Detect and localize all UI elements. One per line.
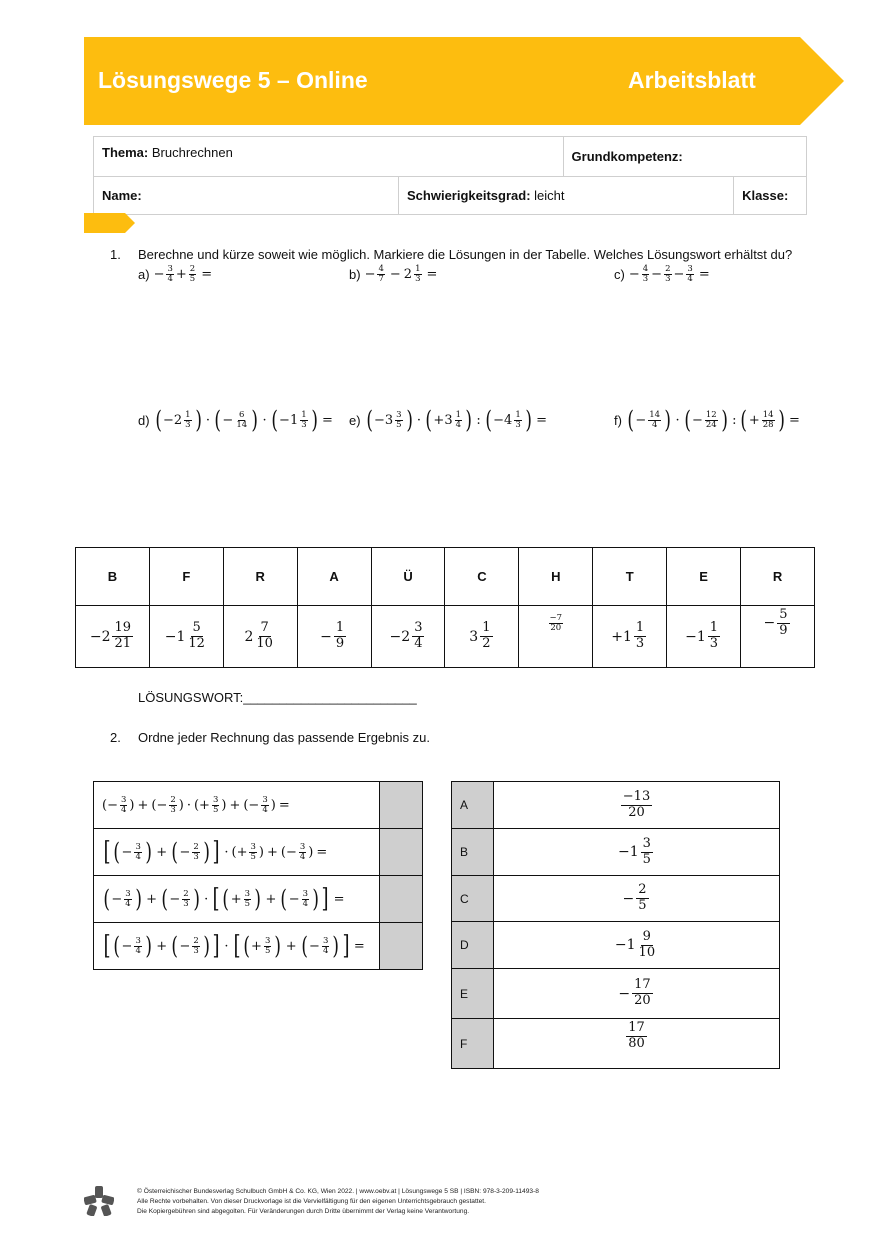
footer-line: Die Kopiergebühren sind abgegolten. Für Veränderungen durch Dritte übernimmt der Verlag keine Verantwortung.	[137, 1208, 470, 1216]
solution-value[interactable]: − 1 9	[297, 606, 371, 668]
result-row	[452, 829, 780, 876]
solution-word-line[interactable]: LÖSUNGSWORT:________________________	[138, 690, 417, 705]
task2-instruction: Ordne jeder Rechnung das passende Ergebnis zu.	[138, 730, 430, 745]
info-table	[93, 136, 807, 215]
task2-number: 2.	[110, 730, 121, 745]
label-b: b)	[349, 266, 361, 282]
solution-letter: Ü	[371, 548, 445, 606]
solution-letter: R	[223, 548, 297, 606]
task1-expression-e: e) ( −3 3 5 ) · ( +3 1 4 ) : ( −4 1 3 ) =	[349, 406, 548, 434]
footer-line: © Österreichischer Bundesverlag Schulbuch GmbH & Co. KG, Wien 2022. | www.oebv.at | Lösungswege 5 SB | ISBN: 978-3-209-11493-8	[137, 1188, 539, 1195]
footer-text	[137, 1187, 539, 1218]
result-row	[452, 782, 780, 829]
calculation-row	[94, 876, 423, 923]
task1-instruction: Berechne und kürze soweit wie möglich. Markiere die Lösungen in der Tabelle. Welches Lösungswort erhältst du?	[138, 247, 793, 262]
calculation-row	[94, 923, 423, 970]
answer-box[interactable]	[380, 829, 423, 876]
result-row	[452, 1019, 780, 1069]
klasse-label: Klasse:	[742, 188, 789, 203]
calculation-expression: [ ( − 3 4 ) + ( − 2 3 ) ] · [ ( + 3 5 ) + ( − 3 4 ) ] =	[94, 923, 380, 970]
thema-value: Bruchrechnen	[151, 145, 233, 160]
klasse-cell[interactable]	[734, 177, 807, 215]
calculation-expression: (− 3 4 ) + (− $\frac{2}{3}$ ) · (+ 3 5 ) + (− $\frac{3}{4}$ ) =	[94, 782, 380, 829]
answer-box[interactable]	[380, 782, 423, 829]
solution-value[interactable]: −2 3 4	[371, 606, 445, 668]
label-d: d)	[138, 412, 150, 428]
thema-cell	[94, 137, 564, 177]
task1-expression-b: b) − $\frac{4}{7}$ − 2 $\frac{1}{3}$ =	[349, 264, 438, 284]
solution-letter: R	[741, 548, 815, 606]
section-marker-icon	[84, 213, 136, 233]
grundkompetenz-cell	[563, 137, 806, 177]
calculation-table	[93, 781, 423, 970]
result-key: A	[452, 782, 494, 829]
solution-value[interactable]: 3 1 2	[445, 606, 519, 668]
solution-letter: H	[519, 548, 593, 606]
schwierigkeit-value: leicht	[534, 188, 565, 203]
label-e: e)	[349, 412, 361, 428]
task1-expression-a: a) − $\frac{3}{4}$ + $\frac{2}{5}$ =	[138, 264, 213, 284]
sheet-type-label: Arbeitsblatt	[628, 67, 756, 93]
solution-value[interactable]: +1 1 3	[593, 606, 667, 668]
result-key: C	[452, 876, 494, 922]
result-value: −1 9 10	[494, 922, 780, 969]
page-title: Lösungswege 5 – Online	[98, 67, 368, 93]
result-key: B	[452, 829, 494, 876]
solution-letter: C	[445, 548, 519, 606]
header-banner	[84, 37, 844, 125]
label-f: f)	[614, 412, 622, 428]
answer-box[interactable]	[380, 876, 423, 923]
result-value: −1 3 5	[494, 829, 780, 876]
solution-value[interactable]: $\frac{-7}{20}$	[519, 606, 593, 668]
solution-letter: E	[667, 548, 741, 606]
calculation-expression: [ ( − 3 4 ) + ( − 2 3 ) ] · (+ 3 5 ) + (− $\frac{3}{4}$ ) =	[94, 829, 380, 876]
result-value: − 17 20	[494, 969, 780, 1019]
task1-expression-c: c) − $\frac{4}{3}$ − $\frac{2}{3}$ − $\frac{3}{4}$ =	[614, 264, 710, 284]
task1-expression-d: d) ( −2 1 3 ) · ( − $\frac{6}{14}$ ) · ( −1 1 3 ) =	[138, 406, 333, 434]
schwierigkeit-label: Schwierigkeitsgrad:	[407, 188, 531, 203]
task1-expression-f: f) ( − $\frac{14}{4}$ ) · ( − $\frac{12}{24}$ ) : ( + $\frac{14}{28}$ ) =	[614, 406, 800, 434]
solution-value[interactable]: −1 5 12	[149, 606, 223, 668]
solution-letter: B	[76, 548, 150, 606]
solution-letter: F	[149, 548, 223, 606]
solution-value[interactable]: − 5 9	[741, 606, 815, 668]
result-row	[452, 969, 780, 1019]
answer-box[interactable]	[380, 923, 423, 970]
solution-value[interactable]: 2 7 10	[223, 606, 297, 668]
result-key: F	[452, 1019, 494, 1069]
calculation-expression: ( − 3 4 ) + ( − 2 3 ) · [ ( + 3 5 ) + ( − 3 4 ) ] =	[94, 876, 380, 923]
calculation-row	[94, 829, 423, 876]
result-value: $\frac{-13}{20}$	[494, 782, 780, 829]
label-c: c)	[614, 266, 625, 282]
result-table	[451, 781, 780, 1069]
solution-letter: T	[593, 548, 667, 606]
solution-letter: A	[297, 548, 371, 606]
name-cell[interactable]	[94, 177, 399, 215]
task1-number: 1.	[110, 247, 121, 262]
footer-line: Alle Rechte vorbehalten. Von dieser Druckvorlage ist die Vervielfältigung für den eigenen Unterrichtsgebrauch gestattet.	[137, 1198, 486, 1206]
schwierigkeit-cell	[399, 177, 734, 215]
grundkompetenz-label: Grundkompetenz:	[571, 149, 683, 164]
calculation-row	[94, 782, 423, 829]
result-value: − 2 5	[494, 876, 780, 922]
result-row	[452, 922, 780, 969]
result-key: E	[452, 969, 494, 1019]
solution-value[interactable]: −1 1 3	[667, 606, 741, 668]
solution-value[interactable]: −2 19 21	[76, 606, 150, 668]
thema-label: Thema:	[102, 145, 149, 160]
result-row	[452, 876, 780, 922]
result-value: $\frac{17}{80}$	[494, 1019, 780, 1069]
label-a: a)	[138, 266, 150, 282]
publisher-logo-icon	[84, 1186, 114, 1216]
solution-table	[75, 547, 815, 668]
result-key: D	[452, 922, 494, 969]
name-label: Name:	[102, 188, 142, 203]
